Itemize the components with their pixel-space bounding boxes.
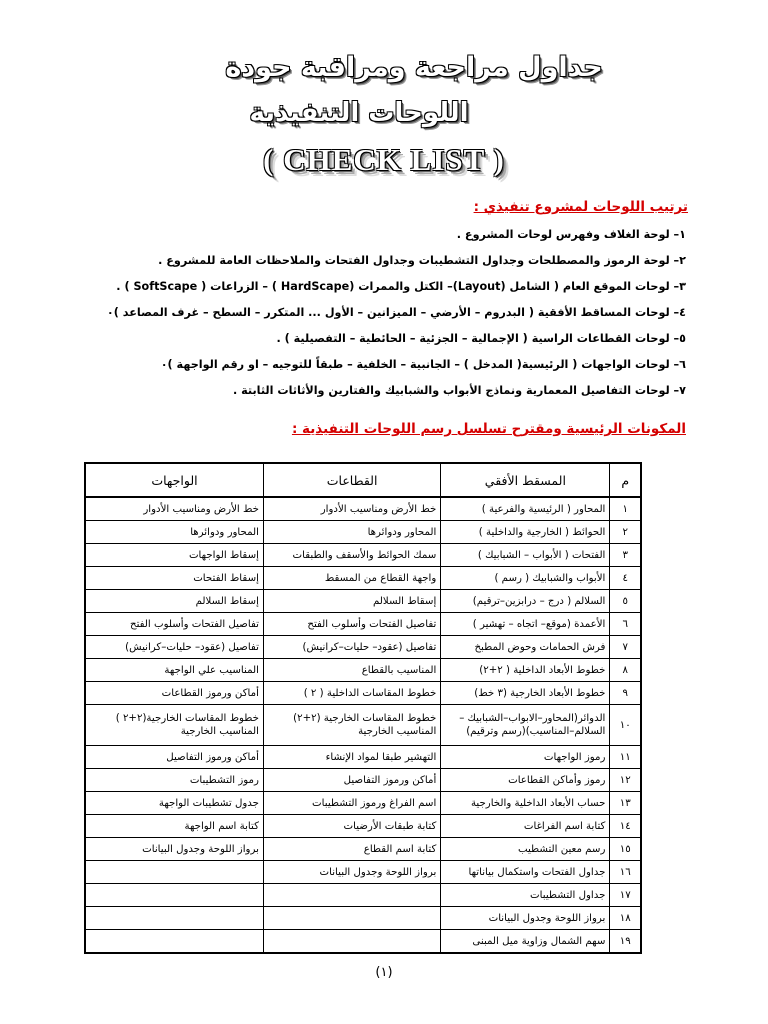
cell-num: ١٢ [610, 769, 641, 792]
list-item: ٤– لوحات المساقط الأفقية ( البدروم – الأرضي – الميزانين – الأول ... المتكرر – السطح – غرف المصاعد )٠ [106, 306, 686, 319]
cell-section: سمك الحوائط والأسقف والطبقات [263, 544, 440, 567]
header-plan: المسقط الأفقي [441, 463, 610, 497]
cell-num: ١٩ [610, 930, 641, 954]
cell-section: اسم الفراغ ورموز التشطيبات [263, 792, 440, 815]
cell-plan: الأعمدة (موقع– اتجاه – تهشير ) [441, 613, 610, 636]
table-row [85, 567, 641, 590]
cell-num: ٨ [610, 659, 641, 682]
cell-num: ١ [610, 497, 641, 521]
cell-num: ١٧ [610, 884, 641, 907]
cell-plan: الدوائر(المحاور–الابواب–الشبابيك – السلالم–المناسيب)(رسم وترقيم) [441, 705, 610, 746]
cell-elevation: برواز اللوحة وجدول البيانات [85, 838, 263, 861]
cell-elevation: خطوط المقاسات الخارجية(٢+٢ ) المناسيب الخارجية [85, 705, 263, 746]
cell-section: تفاصيل (عقود– حليات–كرانيش) [263, 636, 440, 659]
header-num: م [610, 463, 641, 497]
table-row [85, 682, 641, 705]
cell-plan: خطوط الأبعاد الداخلية ( ٢+٢) [441, 659, 610, 682]
list-item: ٢– لوحة الرموز والمصطلحات وجداول التشطيبات وجداول الفتحات والملاحظات العامة للمشروع . [158, 254, 686, 267]
cell-section: كتابة اسم القطاع [263, 838, 440, 861]
cell-num: ١١ [610, 746, 641, 769]
table-row [85, 590, 641, 613]
cell-section: واجهة القطاع من المسقط [263, 567, 440, 590]
cell-elevation: تفاصيل الفتحات وأسلوب الفتح [85, 613, 263, 636]
cell-section [263, 884, 440, 907]
cell-plan: جداول التشطيبات [441, 884, 610, 907]
cell-num: ١٠ [610, 705, 641, 746]
cell-section: خطوط المقاسات الخارجية (٢+٢) المناسيب الخارجية [263, 705, 440, 746]
cell-num: ١٦ [610, 861, 641, 884]
list-item: ٥– لوحات القطاعات الراسية ( الإجمالية – الجزئية – الحائطية – التفصيلية ) . [276, 332, 686, 345]
cell-elevation: رموز التشطيبات [85, 769, 263, 792]
cell-section: أماكن ورموز التفاصيل [263, 769, 440, 792]
cell-elevation: جدول تشطيبات الواجهة [85, 792, 263, 815]
cell-elevation: إسقاط الواجهات [85, 544, 263, 567]
cell-plan: برواز اللوحة وجدول البيانات [441, 907, 610, 930]
cell-num: ١٣ [610, 792, 641, 815]
cell-section: إسقاط السلالم [263, 590, 440, 613]
cell-section: التهشير طبقا لمواد الإنشاء [263, 746, 440, 769]
cell-section: خط الأرض ومناسيب الأدوار [263, 497, 440, 521]
table-row [85, 613, 641, 636]
cell-elevation [85, 884, 263, 907]
cell-num: ١٤ [610, 815, 641, 838]
table-row [85, 769, 641, 792]
page-number: (١) [375, 965, 393, 980]
cell-elevation [85, 930, 263, 954]
cell-section: المحاور ودوائرها [263, 521, 440, 544]
cell-elevation: أماكن ورموز القطاعات [85, 682, 263, 705]
cell-section: المناسيب بالقطاع [263, 659, 440, 682]
cell-num: ٩ [610, 682, 641, 705]
list-item: ٣– لوحات الموقع العام ( الشامل (Layout)– الكتل والممرات (HardScape ) – الزراعات ( SoftScape ) . [116, 280, 686, 293]
header-section: القطاعات [263, 463, 440, 497]
cell-plan: سهم الشمال وزاوية ميل المبنى [441, 930, 610, 954]
cell-plan: رموز وأماكن القطاعات [441, 769, 610, 792]
cell-num: ٣ [610, 544, 641, 567]
section-heading-drawing-order: ترتيب اللوحات لمشروع تنفيذي : [473, 199, 688, 215]
table-row [85, 521, 641, 544]
table-row [85, 544, 641, 567]
table-row [85, 884, 641, 907]
cell-section: برواز اللوحة وجدول البيانات [263, 861, 440, 884]
cell-elevation: إسقاط الفتحات [85, 567, 263, 590]
header-elevation: الواجهات [85, 463, 263, 497]
cell-plan: الفتحات ( الأبواب – الشبابيك ) [441, 544, 610, 567]
cell-num: ٢ [610, 521, 641, 544]
cell-elevation: إسقاط السلالم [85, 590, 263, 613]
table-body [85, 497, 641, 953]
cell-elevation: تفاصيل (عقود– حليات–كرانيش) [85, 636, 263, 659]
table-row [85, 815, 641, 838]
table-row [85, 861, 641, 884]
table-row [85, 746, 641, 769]
cell-plan: المحاور ( الرئيسية والفرعية ) [441, 497, 610, 521]
cell-plan: فرش الحمامات وحوض المطبخ [441, 636, 610, 659]
cell-section: تفاصيل الفتحات وأسلوب الفتح [263, 613, 440, 636]
cell-plan: كتابة اسم الفراغات [441, 815, 610, 838]
cell-section [263, 930, 440, 954]
cell-elevation [85, 907, 263, 930]
list-item: ٦– لوحات الواجهات ( الرئيسية( المدخل ) – الجانبية – الخلفية – طبقاً للتوجيه – او رقم الواجهة )٠ [160, 358, 686, 371]
list-item: ١– لوحة الغلاف وفهرس لوحات المشروع . [456, 228, 686, 241]
table-row [85, 659, 641, 682]
cell-plan: السلالم ( درج – درابزين–ترقيم) [441, 590, 610, 613]
cell-plan: الأبواب والشبابيك ( رسم ) [441, 567, 610, 590]
cell-num: ٦ [610, 613, 641, 636]
cell-elevation: كتابة اسم الواجهة [85, 815, 263, 838]
table-row [85, 930, 641, 954]
cell-num: ٥ [610, 590, 641, 613]
cell-section [263, 907, 440, 930]
cell-section: كتابة طبقات الأرضيات [263, 815, 440, 838]
table-row [85, 792, 641, 815]
cell-num: ١٥ [610, 838, 641, 861]
table-row [85, 907, 641, 930]
cell-elevation: المناسيب علي الواجهة [85, 659, 263, 682]
cell-num: ٤ [610, 567, 641, 590]
table-header-row [85, 463, 641, 497]
cell-elevation: المحاور ودوائرها [85, 521, 263, 544]
title-line-3: ( CHECK LIST ) [263, 142, 505, 177]
title-line-2: اللوحات التنفيذية [249, 98, 469, 128]
cell-num: ١٨ [610, 907, 641, 930]
table-row [85, 705, 641, 746]
components-table [84, 462, 642, 954]
cell-plan: جداول الفتحات واستكمال بياناتها [441, 861, 610, 884]
title-line-1: جداول مراجعة ومراقبة جودة [225, 52, 603, 83]
cell-plan: الحوائط ( الخارجية والداخلية ) [441, 521, 610, 544]
cell-plan: حساب الأبعاد الداخلية والخارجية [441, 792, 610, 815]
table-row [85, 838, 641, 861]
section-heading-components: المكونات الرئيسية ومقترح تسلسل رسم اللوحات التنفيذية : [291, 421, 686, 437]
cell-elevation: أماكن ورموز التفاصيل [85, 746, 263, 769]
cell-elevation: خط الأرض ومناسيب الأدوار [85, 497, 263, 521]
list-item: ٧– لوحات التفاصيل المعمارية ونماذج الأبواب والشبابيك والفتارين والأثاثات الثابتة . [232, 384, 686, 397]
cell-section: خطوط المقاسات الداخلية ( ٢ ) [263, 682, 440, 705]
cell-plan: رسم معين التشطيب [441, 838, 610, 861]
cell-num: ٧ [610, 636, 641, 659]
drawing-order-list [66, 222, 686, 404]
cell-plan: رموز الواجهات [441, 746, 610, 769]
table-row [85, 636, 641, 659]
table-row [85, 497, 641, 521]
cell-elevation [85, 861, 263, 884]
cell-plan: خطوط الأبعاد الخارجية (٣ خط) [441, 682, 610, 705]
